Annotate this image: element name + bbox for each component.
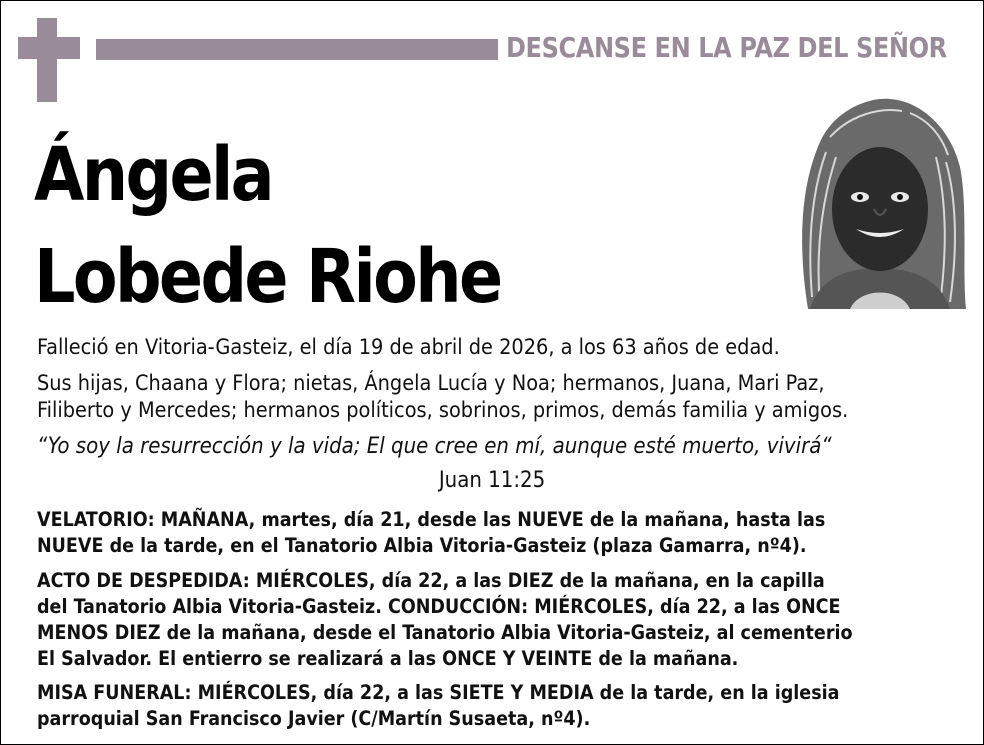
quote-source: Juan 11:25 xyxy=(438,468,546,493)
despedida-line-1: ACTO DE DESPEDIDA: MIÉRCOLES, día 22, a las DIEZ de la mañana, en la capilla xyxy=(37,569,825,592)
misa-line-1: MISA FUNERAL: MIÉRCOLES, día 22, a las SIETE Y MEDIA de la tarde, en la iglesia xyxy=(37,681,840,704)
header-bar xyxy=(96,39,498,60)
header-motto: DESCANSE EN LA PAZ DEL SEÑOR xyxy=(506,31,947,64)
despedida-line-2: del Tanatorio Albia Vitoria-Gasteiz. CONDUCCIÓN: MIÉRCOLES, día 22, a las ONCE xyxy=(37,595,841,618)
velatorio-line-2: NUEVE de la tarde, en el Tanatorio Albia Vitoria-Gasteiz (plaza Gamarra, nº4). xyxy=(37,534,807,557)
bible-quote: “Yo soy la resurrección y la vida; El que cree en mí, aunque esté muerto, vivirá“ xyxy=(37,434,832,459)
despedida-line-3: MENOS DIEZ de la mañana, desde el Tanatorio Albia Vitoria-Gasteiz, al cementerio xyxy=(37,621,853,644)
deceased-portrait xyxy=(790,97,966,309)
death-notice: Falleció en Vitoria-Gasteiz, el día 19 de abril de 2026, a los 63 años de edad. xyxy=(37,335,780,360)
deceased-surnames: Lobede Riohe xyxy=(34,234,501,320)
family-line-2: Filiberto y Mercedes; hermanos políticos, sobrinos, primos, demás familia y amigos. xyxy=(37,398,849,423)
velatorio-line-1: VELATORIO: MAÑANA, martes, día 21, desde las NUEVE de la mañana, hasta las xyxy=(37,508,826,531)
deceased-first-name: Ángela xyxy=(34,132,272,218)
family-line-1: Sus hijas, Chaana y Flora; nietas, Ángela Lucía y Noa; hermanos, Juana, Mari Paz, xyxy=(37,371,825,396)
misa-line-2: parroquial San Francisco Javier (C/Martín Susaeta, nº4). xyxy=(37,707,591,730)
despedida-line-4: El Salvador. El entierro se realizará a las ONCE Y VEINTE de la mañana. xyxy=(37,647,739,670)
